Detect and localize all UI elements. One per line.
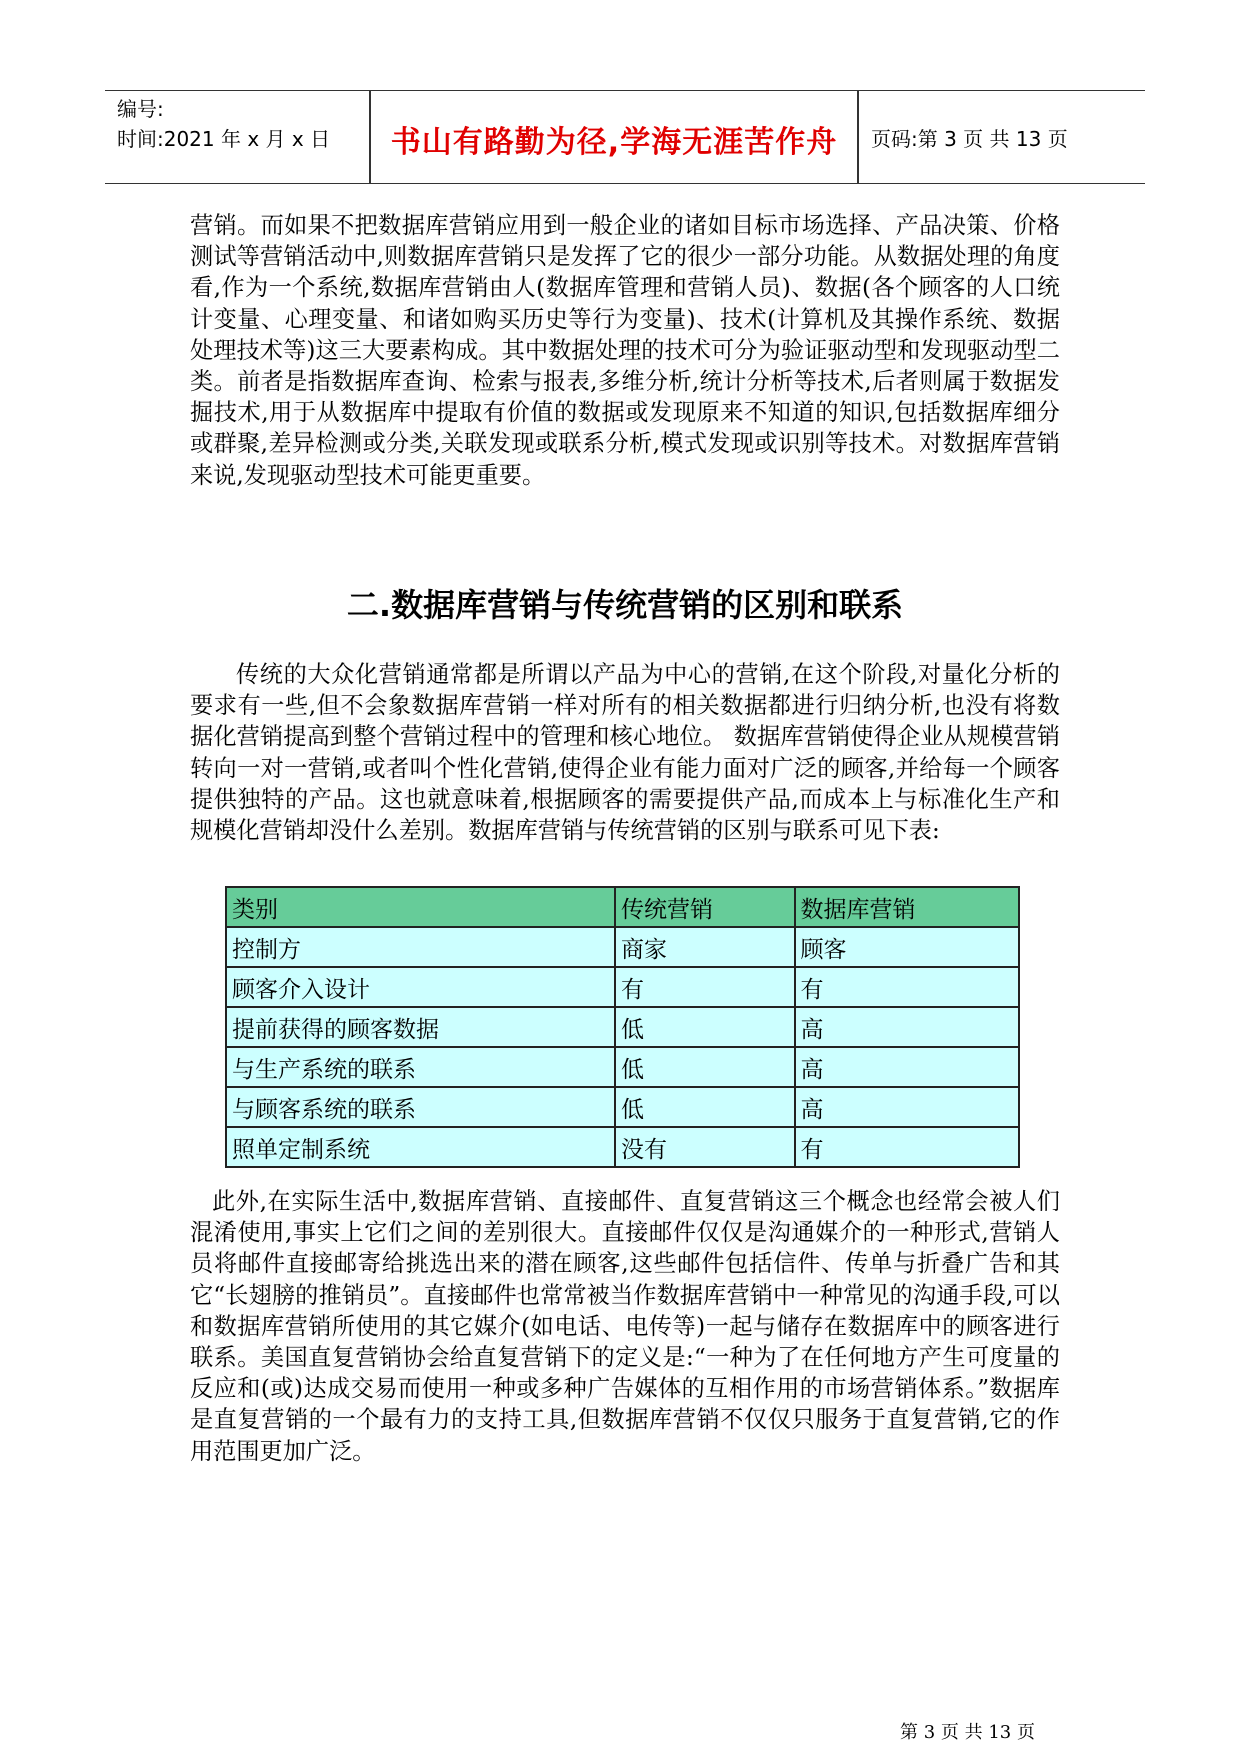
table-cell: 顾客介入设计 xyxy=(226,967,615,1007)
header-meta xyxy=(117,94,330,154)
table-row xyxy=(226,1127,1019,1167)
table-cell: 顾客 xyxy=(795,927,1019,967)
time-label: 时间:2021 年 x 月 x 日 xyxy=(117,127,331,151)
header-page-info: 页码:第 3 页 共 13 页 xyxy=(871,127,1068,151)
table-cell: 低 xyxy=(615,1047,795,1087)
section-title: 二.数据库营销与传统营销的区别和联系 xyxy=(346,586,904,624)
table-row xyxy=(226,1047,1019,1087)
table-cell: 没有 xyxy=(615,1127,795,1167)
page-footer: 第 3 页 共 13 页 xyxy=(900,1722,1035,1743)
table-cell: 高 xyxy=(795,1047,1019,1087)
comparison-table xyxy=(225,886,1020,1168)
paragraph-2: 传统的大众化营销通常都是所谓以产品为中心的营销,在这个阶段,对量化分析的要求有一些,但不会象数据库营销一样对所有的相关数据都进行归纳分析,也没有将数据化营销提高到整个营销过程中的管理和核心地位。 数据库营销使得企业从规模营销转向一对一营销,或者叫个性化营销,使得企业有能力面对广泛的顾客,并给每一个顾客提供独特的产品。这也就意味着,根据顾客的需要提供产品,而成本上与标准化生产和规模化营销却没什么差别。数据库营销与传统营销的区别与联系可见下表: xyxy=(190,661,1060,845)
paragraph-1: 营销。而如果不把数据库营销应用到一般企业的诸如目标市场选择、产品决策、价格测试等营销活动中,则数据库营销只是发挥了它的很少一部分功能。从数据处理的角度看,作为一个系统,数据库营销由人(数据库管理和营销人员)、数据(各个顾客的人口统计变量、心理变量、和诸如购买历史等行为变量)、技术(计算机及其操作系统、数据处理技术等)这三大要素构成。其中数据处理的技术可分为验证驱动型和发现驱动型二类。前者是指数据库查询、检索与报表,多维分析,统计分析等技术,后者则属于数据发掘技术,用于从数据库中提取有价值的数据或发现原来不知道的知识,包括数据库细分或群聚,差异检测或分类,关联发现或联系分析,模式发现或识别等技术。对数据库营销来说,发现驱动型技术可能更重要。 xyxy=(190,212,1060,489)
table-cell: 与生产系统的联系 xyxy=(226,1047,615,1087)
table-row xyxy=(226,967,1019,1007)
table-header-cell: 类别 xyxy=(226,887,615,927)
table-cell: 低 xyxy=(615,1007,795,1047)
table-cell: 与顾客系统的联系 xyxy=(226,1087,615,1127)
table-row xyxy=(226,1007,1019,1047)
table-header-row xyxy=(226,887,1019,927)
table-header-cell: 传统营销 xyxy=(615,887,795,927)
paragraph-3: 此外,在实际生活中,数据库营销、直接邮件、直复营销这三个概念也经常会被人们混淆使用,事实上它们之间的差别很大。直接邮件仅仅是沟通媒介的一种形式,营销人员将邮件直接邮寄给挑选出来的潜在顾客,这些邮件包括信件、传单与折叠广告和其它“长翅膀的推销员”。直接邮件也常常被当作数据库营销中一种常见的沟通手段,可以和数据库营销所使用的其它媒介(如电话、电传等)一起与储存在数据库中的顾客进行联系。美国直复营销协会给直复营销下的定义是:“一种为了在任何地方产生可度量的反应和(或)达成交易而使用一种或多种广告媒体的互相作用的市场营销体系。”数据库是直复营销的一个最有力的支持工具,但数据库营销不仅仅只服务于直复营销,它的作用范围更加广泛。 xyxy=(190,1188,1060,1465)
table-cell: 高 xyxy=(795,1007,1019,1047)
header-divider xyxy=(857,91,859,183)
table-cell: 低 xyxy=(615,1087,795,1127)
number-label: 编号: xyxy=(117,97,164,121)
table-cell: 有 xyxy=(795,1127,1019,1167)
table-cell: 有 xyxy=(795,967,1019,1007)
table-cell: 照单定制系统 xyxy=(226,1127,615,1167)
table-row xyxy=(226,927,1019,967)
table-cell: 提前获得的顾客数据 xyxy=(226,1007,615,1047)
table-cell: 商家 xyxy=(615,927,795,967)
table-row xyxy=(226,1087,1019,1127)
header-motto: 书山有路勤为径,学海无涯苦作舟 xyxy=(390,125,838,160)
table-header-cell: 数据库营销 xyxy=(795,887,1019,927)
table-cell: 控制方 xyxy=(226,927,615,967)
table-cell: 有 xyxy=(615,967,795,1007)
table-cell: 高 xyxy=(795,1087,1019,1127)
page-header xyxy=(105,90,1145,184)
